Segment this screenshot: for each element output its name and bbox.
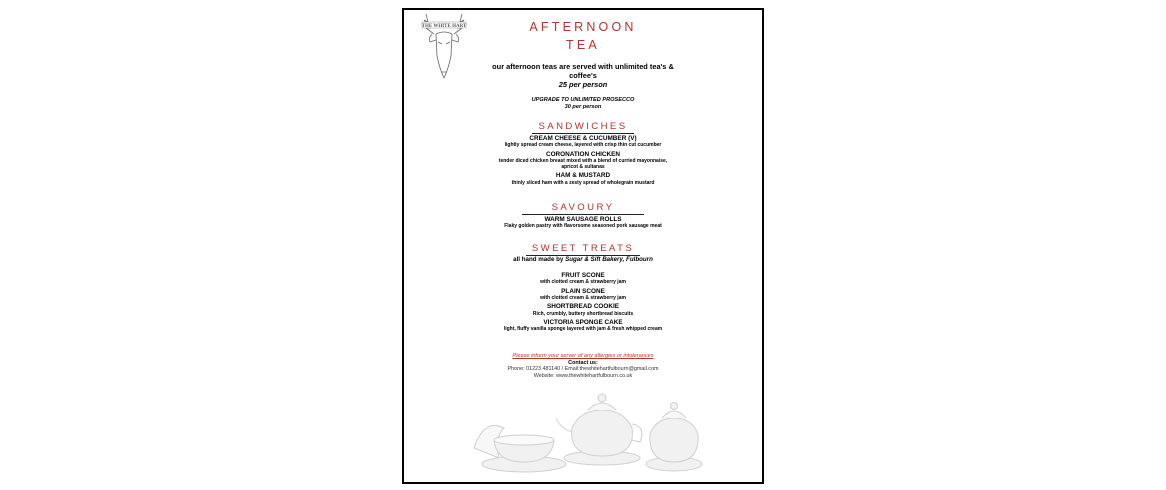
item-desc: Rich, crumbly, buttery shortbread biscuits xyxy=(532,310,634,317)
menu-item xyxy=(404,151,762,170)
sandwiches-heading: SANDWICHES xyxy=(404,121,762,134)
item-desc: thinly sliced ham with a zesty spread of wholegrain mustard xyxy=(511,179,655,186)
savoury-heading: SAVOURY xyxy=(404,202,762,215)
contact-line: Phone: 01223 481140 / Email:thewhitehartfulbourn@gmail.com xyxy=(507,366,659,373)
item-name: HAM & MUSTARD xyxy=(555,172,611,180)
sweet-note xyxy=(404,256,762,263)
upgrade-block xyxy=(404,97,762,111)
item-desc: light, fluffy vanilla sponge layered with jam & fresh whipped cream xyxy=(503,326,663,333)
svg-text:THE WHITE HART: THE WHITE HART xyxy=(421,24,467,29)
menu-title-line2: TEA xyxy=(566,38,600,52)
savoury-list xyxy=(404,216,762,232)
item-desc: with clotted cream & strawberry jam xyxy=(540,279,626,286)
item-desc: with clotted cream & strawberry jam xyxy=(540,295,626,301)
item-desc: lightly spread cream cheese, layered with crisp thin cut cucumber xyxy=(504,142,662,149)
menu-page xyxy=(402,8,764,484)
item-name: CREAM CHEESE & CUCUMBER (V) xyxy=(529,135,637,142)
item-name: VICTORIA SPONGE CAKE xyxy=(543,318,623,326)
menu-title-line1: AFTERNOON xyxy=(529,20,637,34)
bakery-name: Sugar & Sift Bakery, Fulbourn xyxy=(565,256,653,263)
item-desc: Flaky golden pastry with flavorsome seasoned pork sausage meat xyxy=(504,223,662,230)
intro-text xyxy=(404,62,762,89)
item-name: WARM SAUSAGE ROLLS xyxy=(544,216,622,223)
tea-set-illustration xyxy=(464,388,704,476)
sweet-list xyxy=(404,272,762,334)
item-desc-cont: apricot & sultanas xyxy=(561,164,605,170)
item-name: SHORTBREAD COOKIE xyxy=(546,303,620,311)
menu-item xyxy=(404,135,762,148)
item-name: CORONATION CHICKEN xyxy=(545,150,621,158)
menu-item xyxy=(404,288,762,301)
menu-item xyxy=(404,319,762,332)
upgrade-price: 30 per person xyxy=(564,104,602,110)
item-name: FRUIT SCONE xyxy=(561,272,605,279)
allergy-notice: Please inform your server of any allergies or intolerances xyxy=(512,353,654,359)
upgrade-title: UPGRADE TO UNLIMITED PROSECCO xyxy=(531,97,635,103)
intro-price: 25 per person xyxy=(558,80,608,89)
contact-heading: Contact us: xyxy=(568,359,598,366)
item-name: PLAIN SCONE xyxy=(561,287,605,295)
menu-item xyxy=(404,272,762,285)
menu-item xyxy=(404,216,762,229)
menu-item xyxy=(404,172,762,185)
footer xyxy=(404,353,762,379)
menu-item xyxy=(404,303,762,316)
sandwiches-list xyxy=(404,135,762,188)
intro-line2: coffee's xyxy=(569,71,597,80)
website-line: Website: www.thewhitehartfulbourn.co.uk xyxy=(533,372,633,379)
note-prefix: all hand made by xyxy=(513,256,564,263)
intro-line1: our afternoon teas are served with unlimited tea's & xyxy=(492,62,674,71)
item-desc: tender diced chicken breast mixed with a blend of curried mayonnaise, xyxy=(498,158,668,164)
sweet-treats-heading: SWEET TREATS xyxy=(404,243,762,256)
